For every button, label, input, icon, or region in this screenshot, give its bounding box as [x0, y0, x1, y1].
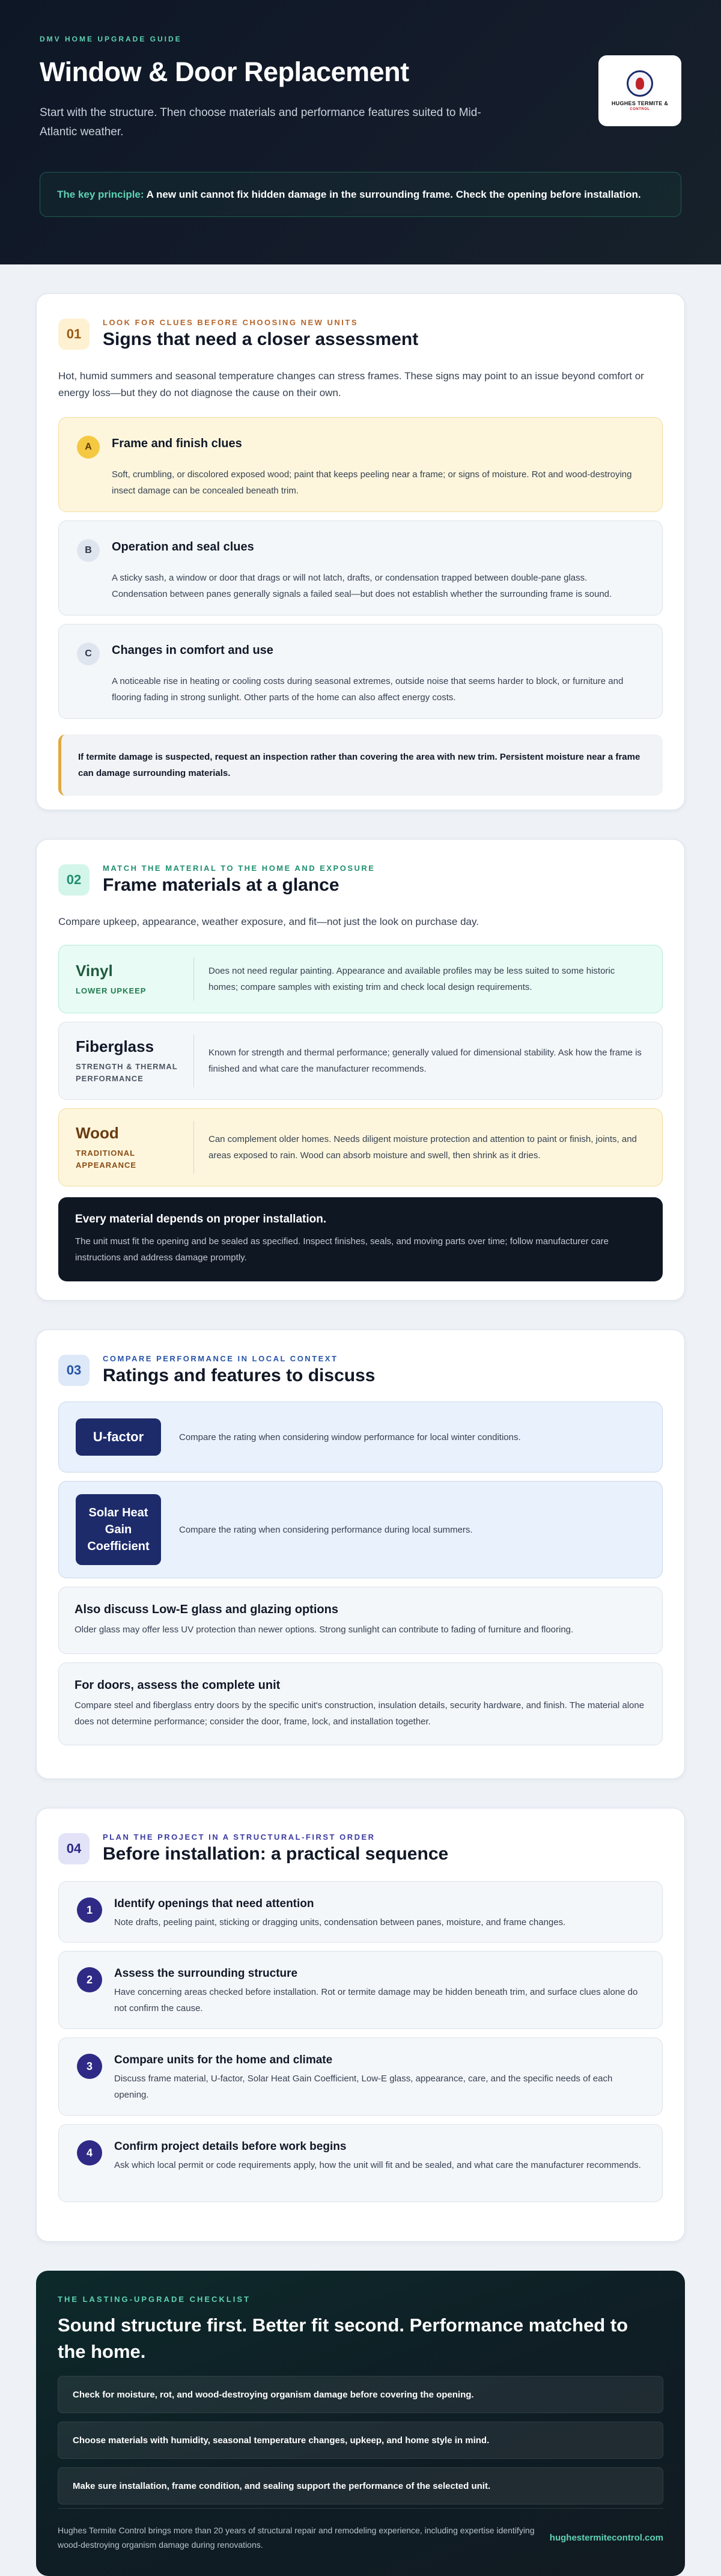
material-description: Does not need regular painting. Appearance and available profiles may be less suited to some historic homes; compare samples with existing trim and check local design requirements. [208, 966, 615, 992]
checklist-item: Choose materials with humidity, seasonal temperature changes, upkeep, and home style in mind. [58, 2422, 663, 2459]
section-2-header [58, 864, 663, 896]
rating-description: Compare the rating when considering performance during local summers. [179, 1524, 473, 1535]
section-number: 03 [58, 1355, 90, 1386]
checklist-eyebrow: THE LASTING-UPGRADE CHECKLIST [58, 2295, 251, 2304]
step-item [58, 2037, 663, 2116]
section-signs [36, 293, 685, 810]
low-e-card [58, 1587, 663, 1654]
section-title: Before installation: a practical sequence [103, 1844, 449, 1864]
rating-label: U-factor [76, 1418, 161, 1456]
installation-note [58, 1197, 663, 1281]
clue-title: Changes in comfort and use [112, 644, 273, 657]
key-principle-label: The key principle: [57, 189, 144, 200]
material-card-fiberglass [58, 1022, 663, 1100]
step-title: Compare units for the home and climate [114, 2054, 333, 2066]
section-title: Ratings and features to discuss [103, 1366, 376, 1385]
doors-title: For doors, assess the complete unit [75, 1679, 281, 1692]
material-tag: LOWER UPKEEP [76, 986, 147, 995]
key-principle-text: A new unit cannot fix hidden damage in the surrounding frame. Check the opening before installation. [146, 189, 641, 200]
section-title: Frame materials at a glance [103, 875, 339, 895]
step-text: Ask which local permit or code requirements apply, how the unit will fit and be sealed, and what care the manufacturer recommends. [114, 2160, 641, 2170]
section-eyebrow: PLAN THE PROJECT IN A STRUCTURAL-FIRST ORDER [103, 1833, 376, 1842]
hero-subtitle: Start with the structure. Then choose materials and performance features suited to Mid-Atlantic weather. [40, 106, 481, 138]
clue-letter-badge: C [77, 642, 100, 665]
section-3-header [58, 1354, 663, 1386]
clue-text: A sticky sash, a window or door that drags or will not latch, drafts, or condensation trapped between double-pane glass. Condensation between panes generally signals a failed seal—but does not establish whether the surrounding frame is sound. [112, 573, 612, 599]
step-number: 4 [77, 2140, 102, 2165]
section-intro: Hot, humid summers and seasonal temperature changes can stress frames. These signs may point to an issue beyond comfort or energy loss—but they do not diagnose the cause on their own. [58, 370, 644, 398]
rating-card-shgc [58, 1481, 663, 1578]
step-title: Confirm project details before work begins [114, 2140, 347, 2153]
material-description: Can complement older homes. Needs diligent moisture protection and attention to paint or finish, joints, and areas exposed to rain. Wood can absorb moisture and swell, then shrink as it dries. [208, 1134, 637, 1161]
step-number: 1 [77, 1897, 102, 1923]
doors-card [58, 1662, 663, 1745]
hero-header [0, 0, 721, 264]
section-eyebrow: COMPARE PERFORMANCE IN LOCAL CONTEXT [103, 1354, 338, 1363]
step-text: Note drafts, peeling paint, sticking or dragging units, condensation between panes, moisture, and frame changes. [114, 1917, 566, 1927]
section-sequence [36, 1808, 685, 2242]
material-name: Vinyl [76, 961, 113, 980]
checklist-title: Sound structure first. Better fit second. Performance matched to the home. [58, 2315, 628, 2362]
section-intro: Compare upkeep, appearance, weather exposure, and fit—not just the look on purchase day. [58, 916, 479, 927]
step-title: Assess the surrounding structure [114, 1967, 298, 1980]
clue-title: Frame and finish clues [112, 437, 242, 450]
step-number: 2 [77, 1967, 102, 1992]
material-tag: TRADITIONAL APPEARANCE [76, 1148, 137, 1170]
company-logo[interactable] [598, 55, 681, 126]
logo-text: HUGHES TERMITE & [611, 100, 669, 106]
clue-text: Soft, crumbling, or discolored exposed wood; paint that keeps peeling near a frame; or signs of moisture. Rot and wood-destroying insect damage can be concealed beneath trim. [112, 469, 632, 496]
installation-note-text: The unit must fit the opening and be sealed as specified. Inspect finishes, seals, and moving parts over time; follow manufacturer care instructions and address damage promptly. [75, 1236, 609, 1263]
logo-subtext: CONTROL [630, 108, 650, 111]
material-description: Known for strength and thermal performance; generally valued for dimensional stability. Ask how the frame is finished and what care the manufacturer recommends. [208, 1048, 642, 1074]
section-1-header [58, 318, 663, 350]
section-title: Signs that need a closer assessment [103, 329, 419, 349]
material-card-vinyl [58, 945, 663, 1013]
clue-title: Operation and seal clues [112, 540, 254, 554]
section-4-header [58, 1833, 663, 1864]
material-name: Wood [76, 1123, 119, 1142]
clue-card-operation [58, 520, 663, 615]
step-item [58, 1881, 663, 1943]
website-link[interactable]: hughestermitecontrol.com [549, 2532, 663, 2543]
section-number: 02 [58, 864, 90, 896]
low-e-text: Older glass may offer less UV protection than newer options. Strong sunlight can contribute to fading of furniture and flooring. [75, 1625, 574, 1635]
doors-text: Compare steel and fiberglass entry doors by the specific unit's construction, insulation details, security hardware, and finish. The material alone does not determine performance; consider the door, frame, lock, and installation together. [75, 1700, 645, 1727]
clue-letter-badge: B [77, 539, 100, 562]
rating-description: Compare the rating when considering window performance for local winter conditions. [179, 1432, 521, 1442]
rating-label: Solar Heat Gain Coefficient [76, 1494, 161, 1565]
step-title: Identify openings that need attention [114, 1897, 314, 1910]
step-item [58, 2124, 663, 2202]
section-number: 04 [58, 1833, 90, 1864]
material-tag: STRENGTH & THERMAL PERFORMANCE [76, 1061, 178, 1083]
installation-note-title: Every material depends on proper installation. [75, 1213, 327, 1225]
checklist-item: Check for moisture, rot, and wood-destroying organism damage before covering the opening. [58, 2376, 663, 2413]
lasting-upgrade-checklist [36, 2271, 685, 2576]
rating-card-u-factor [58, 1402, 663, 1473]
page-title: Window & Door Replacement [40, 56, 409, 87]
section-ratings [36, 1329, 685, 1779]
step-number: 3 [77, 2054, 102, 2079]
termite-warning: If termite damage is suspected, request an inspection rather than covering the area with new trim. Persistent moisture near a frame can damage surrounding materials. [58, 734, 663, 796]
step-text: Discuss frame material, U-factor, Solar Heat Gain Coefficient, Low-E glass, appearance, care, and the specific needs of each opening. [114, 2074, 613, 2100]
section-number: 01 [58, 319, 90, 350]
low-e-title: Also discuss Low-E glass and glazing options [75, 1603, 338, 1616]
termite-logo-icon [627, 70, 653, 97]
clue-letter-badge: A [77, 436, 100, 459]
clue-card-frame [58, 417, 663, 512]
company-blurb: Hughes Termite Control brings more than 20 years of structural repair and remodeling experience, including expertise identifying wood-destroying organism damage during renovations. [58, 2526, 535, 2550]
clue-card-comfort [58, 624, 663, 719]
material-name: Fiberglass [76, 1037, 154, 1055]
section-eyebrow: LOOK FOR CLUES BEFORE CHOOSING NEW UNITS [103, 318, 359, 327]
clue-text: A noticeable rise in heating or cooling costs during seasonal extremes, outside noise that seems harder to block, or furniture and flooring fading in strong sunlight. Other parts of the home can also affect energy costs. [112, 676, 624, 703]
step-item [58, 1951, 663, 2029]
section-materials [36, 839, 685, 1301]
hero-eyebrow: DMV HOME UPGRADE GUIDE [40, 35, 182, 43]
section-eyebrow: MATCH THE MATERIAL TO THE HOME AND EXPOSURE [103, 864, 376, 873]
checklist-footer [58, 2508, 663, 2552]
checklist-item: Make sure installation, frame condition, and sealing support the performance of the selected unit. [58, 2467, 663, 2504]
step-text: Have concerning areas checked before installation. Rot or termite damage may be hidden beneath trim, and surface clues alone do not confirm the cause. [114, 1987, 638, 2013]
material-card-wood [58, 1108, 663, 1186]
key-principle-box [40, 172, 681, 217]
